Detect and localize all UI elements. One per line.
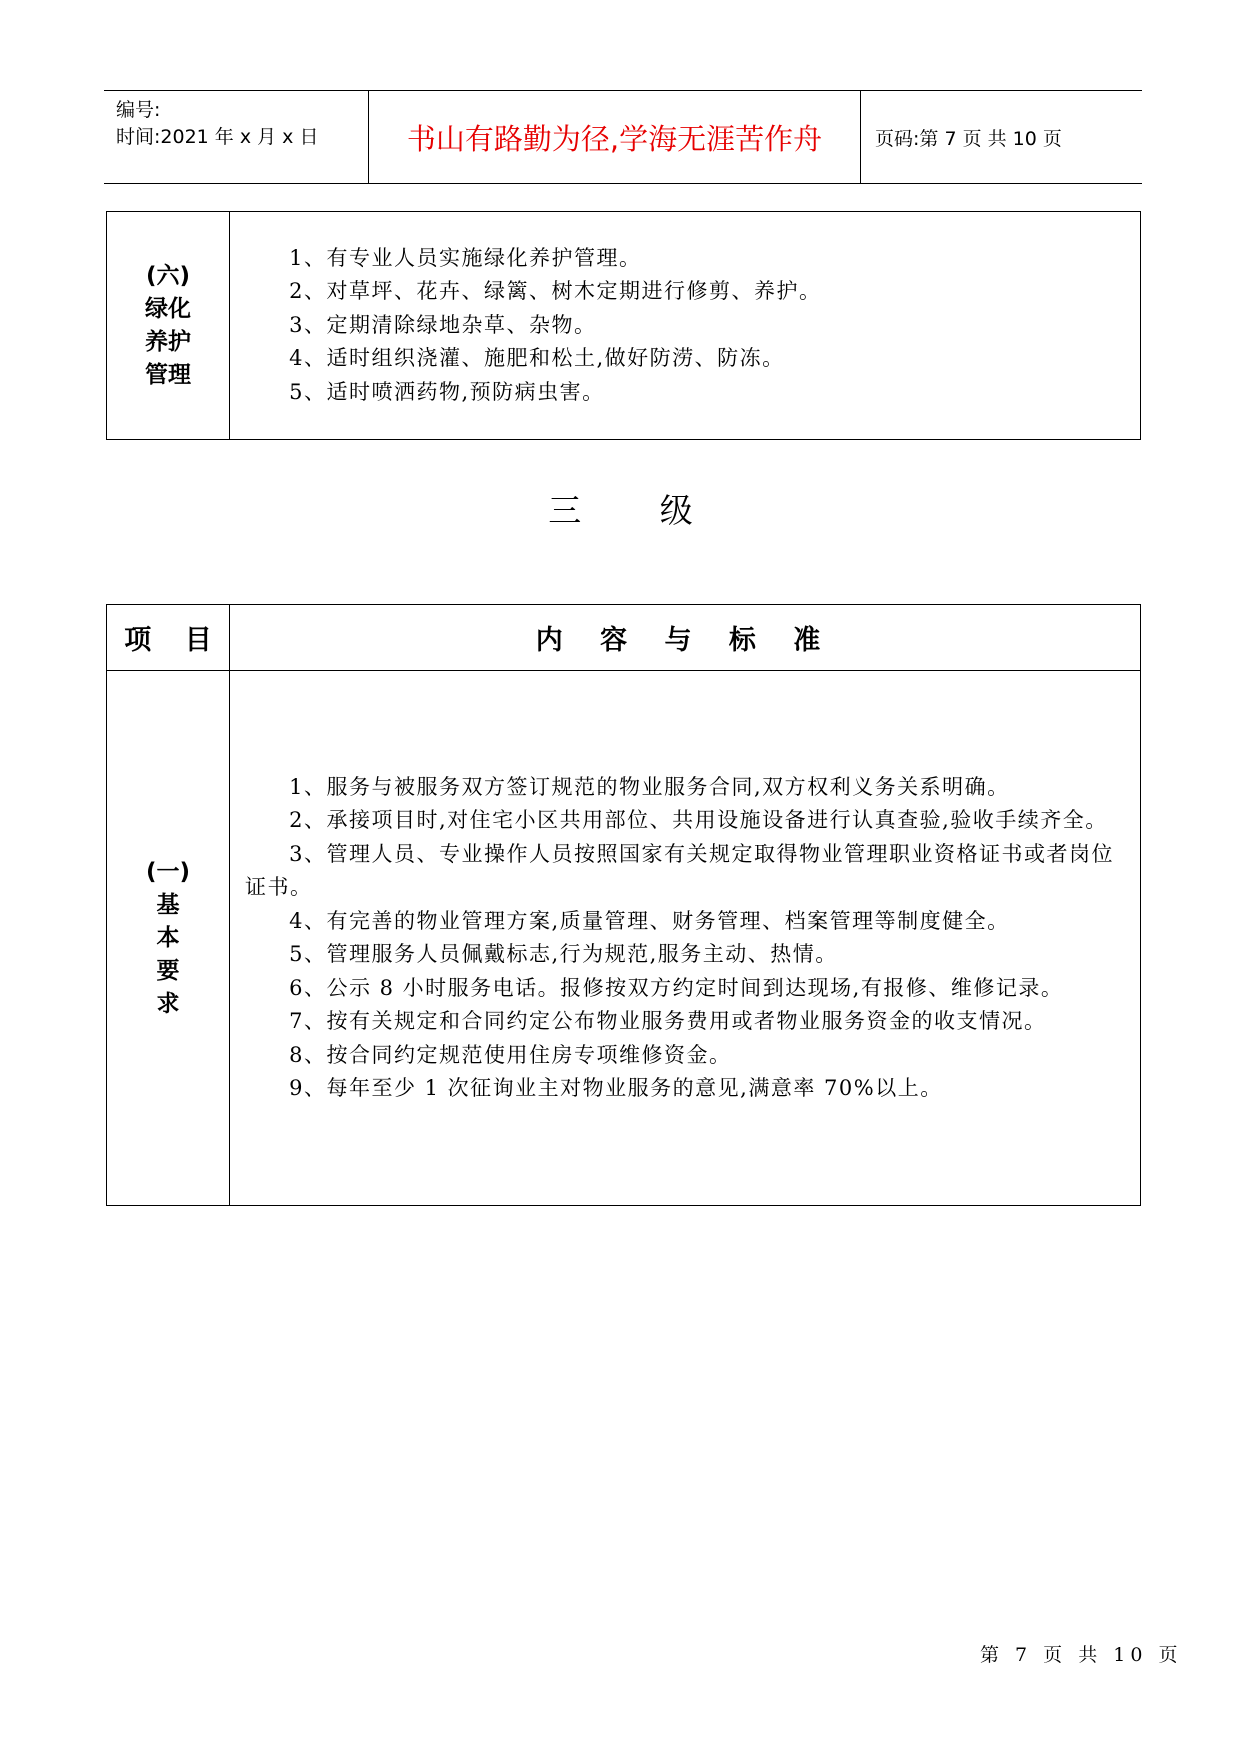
label-line: 本 (156, 924, 180, 951)
label-line: 管理 (145, 361, 191, 388)
header-motto-cell (369, 91, 861, 183)
list-item: 8、按合同约定规范使用住房专项维修资金。 (289, 1042, 732, 1067)
list-item: 1、服务与被服务双方签订规范的物业服务合同,双方权利义务关系明确。 (289, 774, 1010, 799)
label-line: (六) (145, 262, 191, 289)
list-item: 1、有专业人员实施绿化养护管理。 (289, 245, 642, 270)
motto: 书山有路勤为径,学海无涯苦作舟 (406, 121, 823, 156)
label-line: 求 (156, 990, 180, 1017)
page-label: 页码:第 7 页 共 10 页 (875, 127, 1062, 150)
list-item: 4、有完善的物业管理方案,质量管理、财务管理、档案管理等制度健全。 (289, 908, 1010, 933)
greening-content (230, 212, 1141, 440)
header-meta (104, 91, 369, 183)
list-item: 3、定期清除绿地杂草、杂物。 (289, 312, 597, 337)
label-line: 绿化 (145, 295, 191, 322)
greening-label (107, 212, 230, 440)
date-label: 时间:2021 年 x 月 x 日 (116, 126, 319, 148)
number-label: 编号: (116, 99, 161, 121)
label-line: 基 (156, 891, 180, 918)
list-item: 3、管理人员、专业操作人员按照国家有关规定取得物业管理职业资格证书或者岗位证书。 (245, 841, 1114, 899)
basic-requirements-content (230, 671, 1141, 1206)
list-item: 2、承接项目时,对住宅小区共用部位、共用设施设备进行认真查验,验收手续齐全。 (289, 808, 1108, 832)
list-item: 5、管理服务人员佩戴标志,行为规范,服务主动、热情。 (289, 942, 838, 966)
basic-requirements-label (107, 671, 230, 1206)
label-line: 养护 (145, 328, 191, 355)
list-item: 5、适时喷洒药物,预防病虫害。 (289, 379, 605, 404)
list-item: 2、对草坪、花卉、绿篱、树木定期进行修剪、养护。 (289, 279, 822, 304)
list-item: 9、每年至少 1 次征询业主对物业服务的意见,满意率 70%以上。 (289, 1076, 943, 1100)
page-footer: 第 7 页 共 10 页 (980, 1644, 1183, 1666)
col-header-item: 项 目 (107, 605, 230, 671)
label-line: 要 (156, 957, 180, 984)
greening-table (106, 211, 1141, 440)
label-line: (一) (145, 858, 191, 885)
list-item: 4、适时组织浇灌、施肥和松土,做好防涝、防冻。 (289, 346, 785, 371)
section-title: 三 级 (548, 491, 727, 530)
col-header-content: 内 容 与 标 准 (230, 605, 1141, 671)
basic-requirements-table (106, 604, 1141, 1206)
page-header (104, 90, 1142, 184)
list-item: 6、公示 8 小时服务电话。报修按双方约定时间到达现场,有报修、维修记录。 (289, 975, 1064, 1000)
list-item: 7、按有关规定和合同约定公布物业服务费用或者物业服务资金的收支情况。 (289, 1009, 1047, 1033)
